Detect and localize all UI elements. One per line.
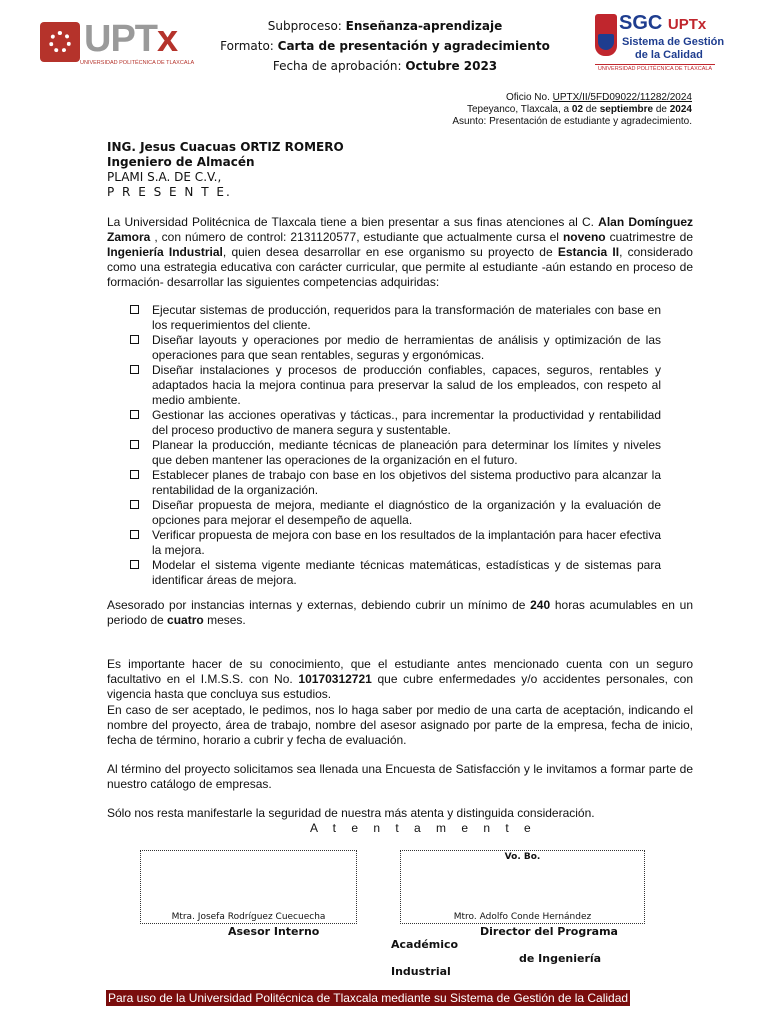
- list-item: Diseñar propuesta de mejora, mediante el diagnóstico de la organización y la evaluación de opciones para mejorar el desempeño de aquella.: [128, 498, 661, 528]
- fecha-aprobacion-line: Fecha de aprobación: Octubre 2023: [272, 59, 498, 73]
- list-item: Diseñar layouts y operaciones por medio de herramientas de análisis y optimización de las operaciones para que sean rentables, seguras y ergonómicas.: [128, 333, 661, 363]
- survey-paragraph: Al término del proyecto solicitamos sea llenada una Encuesta de Satisfacción y le invitamos a formar parte de nuestro catálogo de empresas.: [107, 762, 693, 791]
- document-header: [200, 16, 570, 76]
- list-item: Diseñar instalaciones y procesos de producción confiables, capaces, seguros, rentables y adaptados hacia la mejora continua para preservar la salud de los empleados, con respeto al medio ambiente.: [128, 363, 661, 408]
- gear-emblem-icon: [40, 22, 80, 62]
- sgc-university: UNIVERSIDAD POLITÉCNICA DE TLAXCALA: [595, 64, 715, 72]
- role-director-line1: Director del Programa: [480, 925, 618, 938]
- list-item: Establecer planes de trabajo con base en los objetivos del sistema productivo para alcanzar la rentabilidad de la organización.: [128, 468, 661, 498]
- asunto-line: Asunto: Presentación de estudiante y agradecimiento.: [452, 116, 692, 127]
- checkbox-bullet-icon: [130, 560, 139, 569]
- list-item: Verificar propuesta de mejora con base en los resultados de la implantación para hacer efectiva la mejora.: [128, 528, 661, 558]
- checkbox-bullet-icon: [130, 440, 139, 449]
- reference-block: [452, 92, 692, 128]
- footer-banner: Para uso de la Universidad Politécnica de Tlaxcala mediante su Sistema de Gestión de la Calidad: [108, 991, 629, 1005]
- oficio-line: Oficio No. UPTX/II/5FD09022/11282/2024: [505, 92, 692, 103]
- checkbox-bullet-icon: [130, 500, 139, 509]
- closing-paragraph: Sólo nos resta manifestarle la seguridad de nuestra más atenta y distinguida consideración.: [107, 806, 595, 820]
- list-item: Planear la producción, mediante técnicas de planeación para determinar los límites y niveles que deben mantener las operaciones de la organización en el futuro.: [128, 438, 661, 468]
- sgc-line1: Sistema de Gestión: [622, 36, 725, 48]
- date-line: Tepeyanco, Tlaxcala, a 02 de septiembre de 2024: [467, 104, 692, 115]
- role-director-line4: Industrial: [391, 965, 451, 978]
- sgc-logo: [595, 12, 725, 74]
- checkbox-bullet-icon: [130, 530, 139, 539]
- signature-name-left: Mtra. Josefa Rodríguez Cuecuecha: [171, 912, 326, 922]
- signature-name-right: Mtro. Adolfo Conde Hernández: [453, 912, 592, 922]
- oficio-number: UPTX/II/5FD09022/11282/2024: [552, 92, 692, 103]
- upt-logo-subtitle: UNIVERSIDAD POLITÉCNICA DE TLAXCALA: [80, 60, 195, 66]
- presente: P R E S E N T E.: [107, 185, 232, 199]
- addressee-position: Ingeniero de Almacén: [107, 155, 255, 169]
- subproceso-line: Subproceso: Enseñanza-aprendizaje: [267, 19, 503, 33]
- checkbox-bullet-icon: [130, 470, 139, 479]
- competencies-list: [128, 303, 661, 588]
- insurance-paragraph: Es importante hacer de su conocimiento, que el estudiante antes mencionado cuenta con un seguro facultativo en el I.M.S.S. con No. 10170312721 que cubre enfermedades y/o accidentes personales, con vigencia hasta que concluya sus estudios.: [107, 657, 693, 701]
- sgc-line2: de la Calidad: [635, 49, 703, 61]
- checkbox-bullet-icon: [130, 335, 139, 344]
- role-asesor-interno: Asesor Interno: [228, 925, 320, 938]
- intro-paragraph: La Universidad Politécnica de Tlaxcala tiene a bien presentar a sus finas atenciones al C. Alan Domínguez Zamora , con número de control: 2131120577, estudiante que actualmente cursa el noveno cuatrimestre de Ingeniería Industrial, quien desea desarrollar en ese organismo su proyecto de Estancia II, considerado como una estrategia educativa con carácter curricular, que permite al estudiante -aún estando en proceso de formación- desarrollar las siguientes competencias adquiridas:: [107, 215, 693, 289]
- acceptance-paragraph: En caso de ser aceptado, le pedimos, nos lo haga saber por medio de una carta de aceptación, indicando el nombre del proyecto, área de trabajo, nombre del asesor asignado por parte de la empresa, fecha de inicio, fecha de término, horario a cubrir y fecha de evaluación.: [107, 703, 693, 747]
- list-item: Gestionar las acciones operativas y tácticas., para incrementar la productividad y rentabilidad del proceso productivo de manera segura y sustentable.: [128, 408, 661, 438]
- upt-logo-wordmark: UPTx: [84, 18, 178, 60]
- checkbox-bullet-icon: [130, 410, 139, 419]
- list-item: Modelar el sistema vigente mediante técnicas matemáticas, estadísticas y de sistemas para identificar áreas de mejora.: [128, 558, 661, 588]
- formato-line: Formato: Carta de presentación y agradecimiento: [220, 39, 550, 53]
- addressee-name: ING. Jesus Cuacuas ORTIZ ROMERO: [107, 140, 344, 154]
- list-item: Ejecutar sistemas de producción, requeridos para la transformación de materiales con base en los requerimientos del cliente.: [128, 303, 661, 333]
- sgc-wordmark: SGC UPTx: [619, 12, 707, 34]
- role-director-line3: de Ingeniería: [519, 952, 602, 965]
- checkbox-bullet-icon: [130, 305, 139, 314]
- vobo-label: Vo. Bo.: [504, 852, 541, 862]
- upt-logo: [40, 20, 195, 72]
- signature-box-asesor: [140, 850, 357, 924]
- atentamente: A t e n t a m e n t e: [310, 821, 537, 835]
- role-director-line2: Académico: [391, 938, 459, 951]
- hours-paragraph: Asesorado por instancias internas y externas, debiendo cubrir un mínimo de 240 horas acumulables en un periodo de cuatro meses.: [107, 598, 693, 627]
- checkbox-bullet-icon: [130, 365, 139, 374]
- sgc-shield-icon: [595, 14, 617, 56]
- signature-box-director: [400, 850, 645, 924]
- addressee-company: PLAMI S.A. DE C.V.,: [107, 170, 222, 184]
- addressee-block: [107, 140, 344, 200]
